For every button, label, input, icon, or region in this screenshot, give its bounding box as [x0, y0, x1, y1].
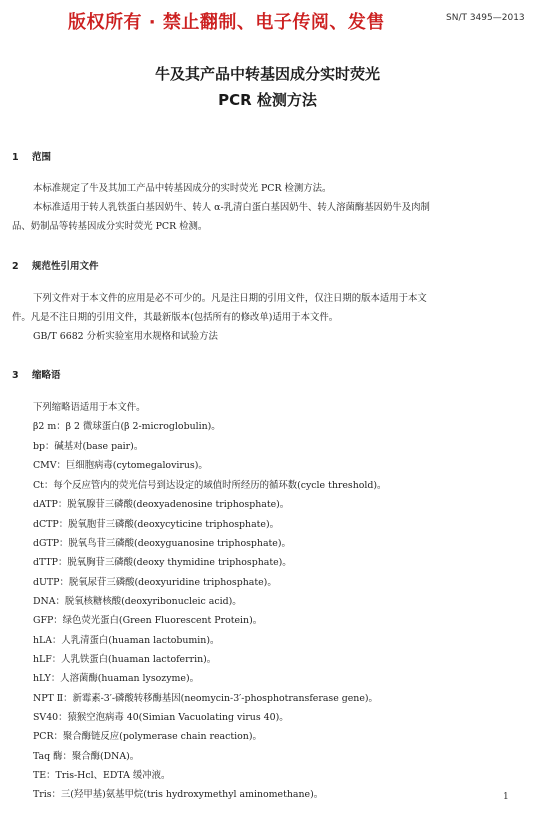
abbreviation-item: bp：碱基对(base pair)。	[33, 441, 144, 452]
section-number: 2	[12, 261, 19, 272]
section-number: 1	[12, 152, 19, 163]
reference-item: GB/T 6682 分析实验室用水规格和试验方法	[33, 331, 218, 342]
abbreviation-item: hLY：人溶菌酶(huaman lysozyme)。	[33, 673, 200, 684]
standard-number: SN/T 3495—2013	[446, 13, 525, 23]
section-heading-references	[12, 258, 99, 272]
abbreviation-item: PCR：聚合酶链反应(polymerase chain reaction)。	[33, 731, 262, 742]
scope-paragraph-1: 本标准规定了牛及其加工产品中转基因成分的实时荧光 PCR 检测方法。	[33, 183, 332, 194]
abbreviation-item: dUTP：脱氧尿苷三磷酸(deoxyuridine triphosphate)。	[33, 577, 277, 588]
document-title-line1: 牛及其产品中转基因成分实时荧光	[154, 65, 380, 83]
abbreviation-item: hLF：人乳铁蛋白(huaman lactoferrin)。	[33, 654, 217, 665]
abbreviations-intro: 下列缩略语适用于本文件。	[33, 402, 146, 413]
abbreviation-item: dTTP：脱氧胸苷三磷酸(deoxy thymidine triphosphate)。	[33, 557, 292, 568]
copyright-watermark: 版权所有 · 禁止翻制、电子传阅、发售	[68, 12, 385, 33]
abbreviation-item: CMV：巨细胞病毒(cytomegalovirus)。	[33, 460, 208, 471]
abbreviation-item: hLA：人乳清蛋白(huaman lactobumin)。	[33, 635, 220, 646]
section-title: 规范性引用文件	[32, 261, 99, 272]
scope-paragraph-2-line1: 本标准适用于转人乳铁蛋白基因奶牛、转人 α-乳清白蛋白基因奶牛、转人溶菌酶基因奶牛及肉制	[33, 202, 430, 213]
abbreviation-item: dCTP：脱氧胞苷三磷酸(deoxycyticine triphosphate)。	[33, 519, 280, 530]
document-title-line2: PCR 检测方法	[218, 91, 317, 109]
abbreviation-item: DNA：脱氧核糖核酸(deoxyribonucleic acid)。	[33, 596, 242, 607]
abbreviation-item: dATP：脱氧腺苷三磷酸(deoxyadenosine triphosphate)。	[33, 499, 290, 510]
abbreviation-item: SV40：猿猴空泡病毒 40(Simian Vacuolating virus 40)。	[33, 712, 289, 723]
section-title: 范围	[32, 152, 52, 163]
section-title: 缩略语	[32, 370, 61, 381]
abbreviation-item: dGTP：脱氧鸟苷三磷酸(deoxyguanosine triphosphate)。	[33, 538, 291, 549]
section-heading-scope	[12, 149, 51, 163]
scope-paragraph-2-line2: 品、奶制品等转基因成分实时荧光 PCR 检测。	[12, 221, 208, 232]
abbreviation-item: Ct：每个反应管内的荧光信号到达设定的域值时所经历的循环数(cycle threshold)。	[33, 480, 387, 491]
references-paragraph-line1: 下列文件对于本文件的应用是必不可少的。凡是注日期的引用文件，仅注日期的版本适用于本文	[33, 293, 427, 304]
abbreviation-item: GFP：绿色荧光蛋白(Green Fluorescent Protein)。	[33, 615, 263, 626]
abbreviation-item: TE：Tris-Hcl、EDTA 缓冲液。	[33, 770, 171, 781]
section-number: 3	[12, 370, 19, 381]
abbreviation-item: NPT Ⅱ：新霉素-3′-磷酸转移酶基因(neomycin-3′-phosphotransferase gene)。	[33, 693, 378, 704]
section-heading-abbreviations	[12, 367, 61, 381]
abbreviation-item: Taq 酶：聚合酶(DNA)。	[33, 751, 140, 762]
abbreviation-item: Tris：三(羟甲基)氨基甲烷(tris hydroxymethyl aminomethane)。	[33, 789, 324, 800]
references-paragraph-line2: 件。凡是不注日期的引用文件，其最新版本(包括所有的修改单)适用于本文件。	[12, 312, 339, 323]
abbreviation-item: β2 m：β 2 微球蛋白(β 2-microglobulin)。	[33, 421, 221, 432]
page-number: 1	[503, 792, 509, 802]
